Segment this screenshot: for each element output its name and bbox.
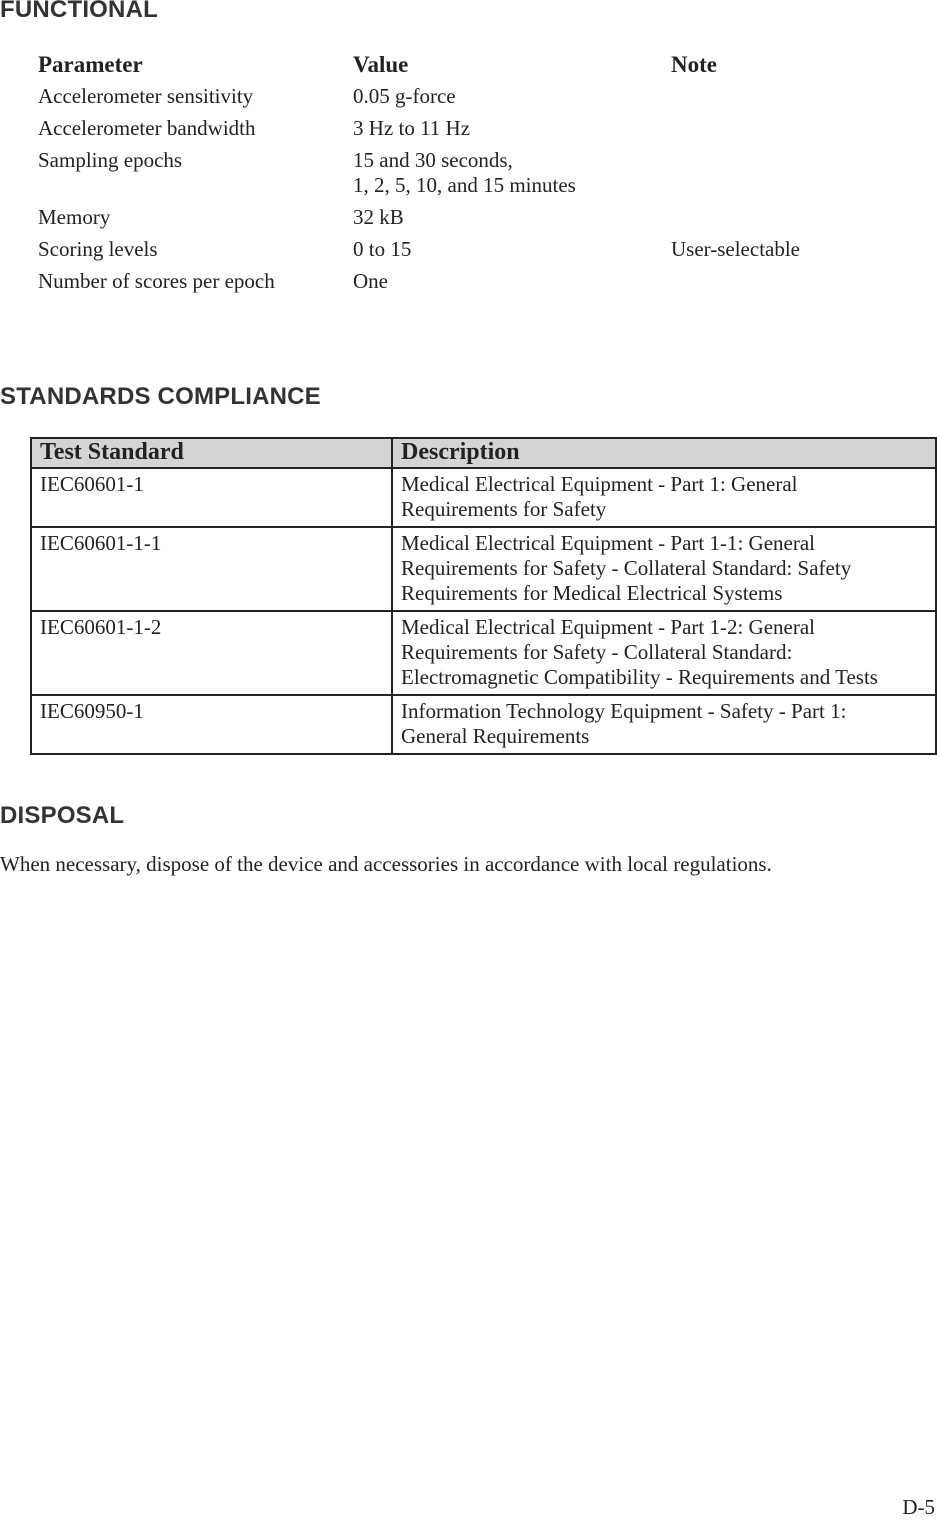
header-parameter: Parameter xyxy=(38,52,143,77)
parameter-cell: Accelerometer bandwidth xyxy=(38,116,256,140)
value-cell xyxy=(353,148,671,205)
note-cell xyxy=(671,84,931,116)
value-line: 15 and 30 seconds, xyxy=(353,148,513,172)
functional-spec-table xyxy=(38,52,931,301)
table-row xyxy=(38,148,931,205)
standards-table xyxy=(30,437,937,755)
table-row xyxy=(31,527,936,611)
description-cell xyxy=(392,611,936,695)
standard-cell: IEC60601-1-2 xyxy=(31,611,392,695)
value-cell: 0.05 g-force xyxy=(353,84,456,108)
standard-cell: IEC60601-1 xyxy=(31,468,392,527)
description-line: Requirements for Safety - Collateral Standard: Safety xyxy=(401,556,852,580)
disposal-heading: DISPOSAL xyxy=(0,802,125,829)
standard-cell: IEC60601-1-1 xyxy=(31,527,392,611)
disposal-text: When necessary, dispose of the device and accessories in accordance with local regulations. xyxy=(0,852,772,876)
standard-cell: IEC60950-1 xyxy=(31,695,392,754)
table-row xyxy=(31,611,936,695)
page-number: D-5 xyxy=(902,1495,935,1519)
table-row xyxy=(38,237,931,269)
note-cell xyxy=(671,116,931,148)
functional-heading: FUNCTIONAL xyxy=(0,0,158,23)
standards-heading: STANDARDS COMPLIANCE xyxy=(0,383,321,410)
description-line: Medical Electrical Equipment - Part 1-1: General xyxy=(401,531,816,555)
parameter-cell: Memory xyxy=(38,205,111,229)
parameter-cell: Accelerometer sensitivity xyxy=(38,84,254,108)
description-line: Medical Electrical Equipment - Part 1-2: General xyxy=(401,615,816,639)
header-description: Description xyxy=(392,438,936,468)
parameter-cell: Number of scores per epoch xyxy=(38,269,275,293)
description-line: Requirements for Safety xyxy=(401,497,607,521)
description-cell xyxy=(392,527,936,611)
parameter-cell: Scoring levels xyxy=(38,237,158,261)
note-cell xyxy=(671,205,931,237)
header-test-standard: Test Standard xyxy=(31,438,392,468)
value-cell: One xyxy=(353,269,388,293)
value-cell: 0 to 15 xyxy=(353,237,412,261)
table-row xyxy=(31,695,936,754)
description-cell xyxy=(392,695,936,754)
header-note: Note xyxy=(671,52,717,77)
table-row xyxy=(38,269,931,301)
table-row xyxy=(38,84,931,116)
description-cell xyxy=(392,468,936,527)
table-header-row xyxy=(38,52,931,84)
description-line: General Requirements xyxy=(401,724,590,748)
parameter-cell: Sampling epochs xyxy=(38,148,183,172)
description-line: Requirements for Safety - Collateral Standard: xyxy=(401,640,793,664)
value-cell: 32 kB xyxy=(353,205,404,229)
description-line: Medical Electrical Equipment - Part 1: General xyxy=(401,472,798,496)
note-cell xyxy=(671,269,931,301)
description-line: Electromagnetic Compatibility - Requirements and Tests xyxy=(401,665,878,689)
table-row xyxy=(31,468,936,527)
value-line: 1, 2, 5, 10, and 15 minutes xyxy=(353,173,576,197)
value-cell: 3 Hz to 11 Hz xyxy=(353,116,471,140)
table-header-row xyxy=(31,438,936,468)
description-line: Requirements for Medical Electrical Systems xyxy=(401,581,783,605)
table-row xyxy=(38,116,931,148)
note-cell xyxy=(671,148,931,205)
header-value: Value xyxy=(353,52,409,77)
table-row xyxy=(38,205,931,237)
description-line: Information Technology Equipment - Safety - Part 1: xyxy=(401,699,847,723)
note-cell: User-selectable xyxy=(671,237,801,261)
